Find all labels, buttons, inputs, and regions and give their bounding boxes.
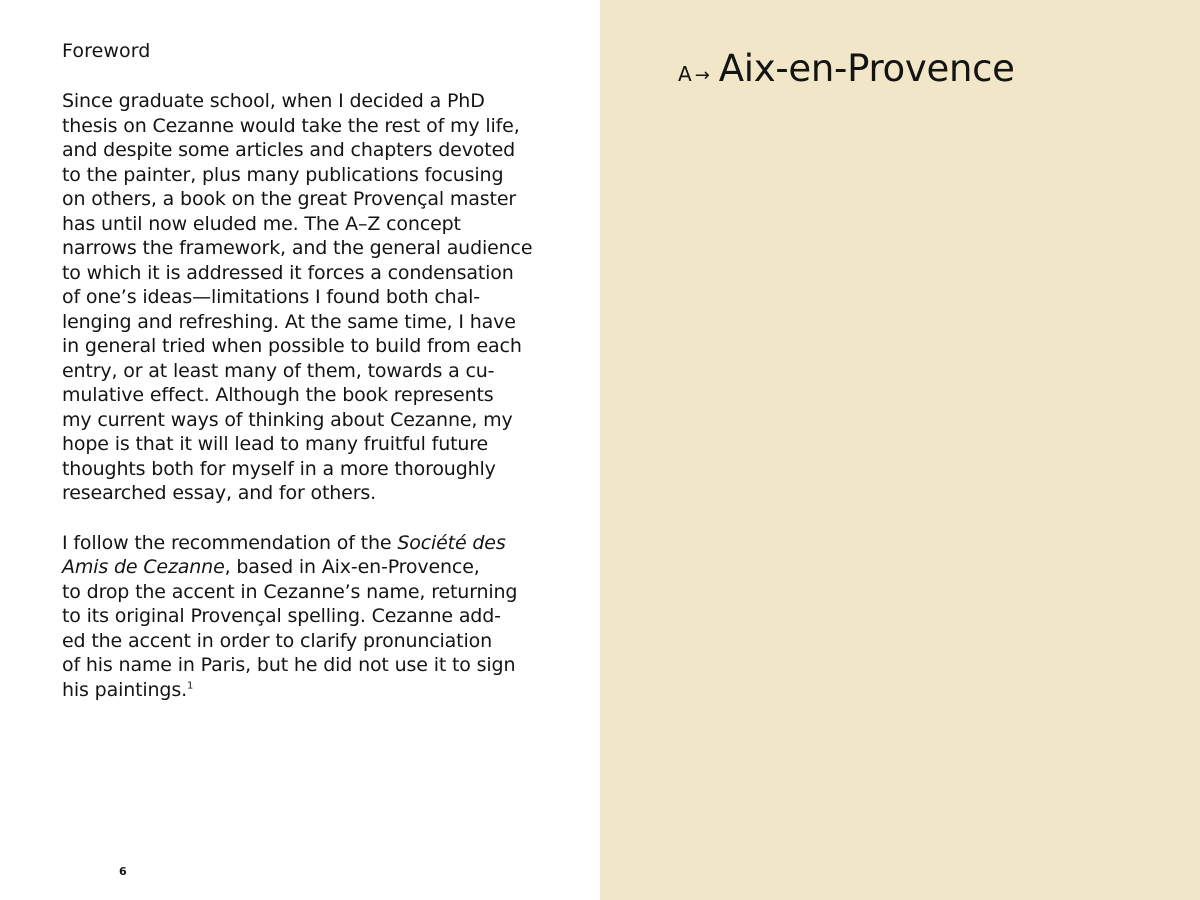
text-line [62,531,552,556]
text-run: his paintings. [62,678,187,701]
text-line: to drop the accent in Cezanne’s name, returning [62,580,518,603]
entry-heading [678,47,1015,91]
text-line: and despite some articles and chapters devoted [62,139,516,161]
page-number: 6 [119,865,127,878]
text-line: lenging and refreshing. At the same time, I have [62,310,516,333]
text-line: entry, or at least many of them, towards a cu- [62,359,495,382]
text-line: on others, a book on the great Provençal master [62,188,517,210]
section-heading: Foreword [62,40,151,62]
right-page [600,0,1200,900]
text-line: thesis on Cezanne would take the rest of my life, [62,114,520,137]
text-line: of his name in Paris, but he did not use it to sign [62,654,516,676]
footnote-marker: 1 [186,680,194,692]
arrow-right-icon: → [694,65,710,86]
text-line: thoughts both for myself in a more thoroughly [62,457,496,480]
text-line [62,555,552,580]
text-line: ed the accent in order to clarify pronunciation [62,629,492,652]
paragraph-1 [62,89,552,506]
text-line: researched essay, and for others. [62,482,376,504]
entry-title: Aix-en-Provence [718,47,1015,90]
text-line: has until now eluded me. The A–Z concept [62,212,461,235]
text-run: , based in Aix-en-Provence, [224,556,480,578]
text-line [62,678,552,703]
entry-letter: A [678,62,692,86]
text-line: Since graduate school, when I decided a PhD [62,90,485,112]
paragraph-2 [62,531,552,703]
text-line: to which it is addressed it forces a condensation [62,261,514,284]
text-line: of one’s ideas—limitations I found both chal- [62,286,480,308]
text-line: hope is that it will lead to many fruitful future [62,433,489,455]
text-line: narrows the framework, and the general audience [62,237,533,259]
italic-title: Amis de Cezanne [62,556,225,578]
text-line: to the painter, plus many publications focusing [62,163,504,186]
text-line: mulative effect. Although the book represents [62,384,494,406]
text-line: my current ways of thinking about Cezanne, my [62,408,513,431]
text-run: I follow the recommendation of the [62,531,398,554]
text-line: to its original Provençal spelling. Cezanne add- [62,605,501,627]
foreword-body [62,89,552,727]
text-line: in general tried when possible to build from each [62,335,522,357]
italic-title: Société des [397,531,506,554]
